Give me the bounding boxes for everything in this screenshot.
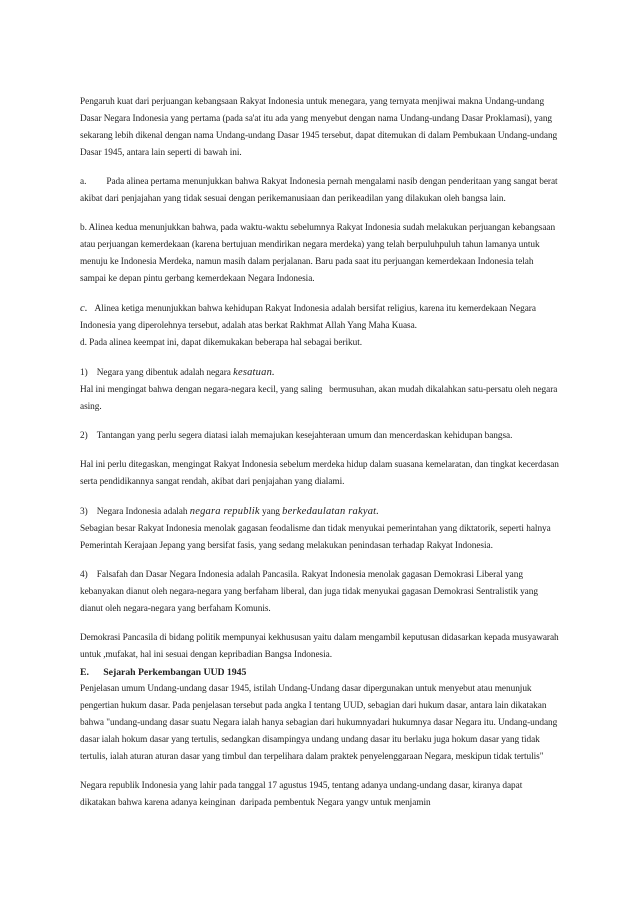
item-3-emphasis-republik: negara republik [189, 506, 260, 517]
item-3-heading [80, 503, 560, 521]
closing-paragraph: Negara republik Indonesia yang lahir pada tanggal 17 agustus 1945, tentang adanya undang-undang dasar, kiranya dapat dikatakan bahwa karena adanya keinginan daripada pembentuk Negara yangv untuk menjamin [80, 781, 523, 808]
document-page [80, 94, 560, 812]
item-3-text: Sebagian besar Rakyat Indonesia menolak gagasan feodalisme dan tidak menyukai pemerintahan yang diktatorik, seperti halnya Pemerintah Kerajaan Jepang yang bersifat fasis, yang sedang melakukan penindasan terhadap Rakyat Indonesia. [80, 524, 551, 551]
intro-paragraph: Pengaruh kuat dari perjuangan kebangsaan Rakyat Indonesia untuk menegara, yang ternyata menjiwai makna Undang-undang Dasar Negara Indonesia yang pertama (pada sa'at itu ada yang menyebut dengan nama Undang-undang Dasar Proklamasi), yang sekarang lebih dikenal dengan nama Undang-undang Dasar 1945 tersebut, dapat ditemukan di dalam Pembukaan Undang-undang Dasar 1945, antara lain seperti di bawah ini. [80, 97, 558, 158]
item-1-lead: 1) Negara yang dibentuk adalah negara [80, 368, 234, 378]
section-e-heading: E. Sejarah Perkembangan UUD 1945 [80, 667, 247, 678]
point-c [80, 300, 560, 335]
point-d: d. Pada alinea keempat ini, dapat dikemukakan beberapa hal sebagai berikut. [80, 338, 363, 348]
item-4-note: Demokrasi Pancasila di bidang politik mempunyai kekhususan yaitu dalam mengambil keputusan didasarkan kepada musyawarah untuk ,mufakat, hal ini sesuai dengan kepribadian Bangsa Indonesia. [80, 633, 559, 660]
item-3-lead: 3) Negara Indonesia adalah [80, 507, 190, 517]
section-e-text: Penjelasan umum Undang-undang dasar 1945, istilah Undang-Undang dasar dipergunakan untuk menyebut atau menunjuk pengertian hukum dasar. Pada penjelasan tersebut pada angka I tentang UUD, sebagian dari hukum dasar, antara lain dikatakan bahwa "undang-undang dasar suatu Negara ialah hanya sebagian dari hukumnyadari hukumnya dasar Negara itu. Undang-undang dasar ialah hokum dasar yang tertulis, sedangkan disampingya undang undang dasar itu berlaku juga hokum dasar yang tidak tertulis, ialah aturan aturan dasar yang timbul dan terpelihara dalam praktek penyelenggaraan Negara, meskipun tidak tertulis" [80, 684, 558, 762]
point-a-text: Pada alinea pertama menunjukkan bahwa Rakyat Indonesia pernah mengalami nasib dengan penderitaan yang sangat berat akibat dari penjajahan yang tidak sesuai dengan perikemanusiaan dan perikeadilan yang dilakukan oleh bangsa lain. [80, 177, 558, 204]
item-1-emphasis: kesatuan. [233, 367, 275, 378]
item-3-mid: yang [259, 507, 283, 517]
item-1-heading [80, 364, 560, 382]
point-c-marker: c. [80, 303, 88, 314]
point-a [80, 174, 560, 208]
item-2-note: Hal ini perlu ditegaskan, mengingat Rakyat Indonesia sebelum merdeka hidup dalam suasana kemelaratan, dan tingkat kecerdasan serta pendidikannya sangat rendah, akibat dari penjajahan yang dialami. [80, 460, 559, 487]
point-a-marker: a. [80, 177, 87, 187]
item-1-text: Hal ini mengingat bahwa dengan negara-negara kecil, yang saling bermusuhan, akan mudah dikalahkan satu-persatu oleh negara asing. [80, 385, 558, 412]
item-2-text: 2) Tantangan yang perlu segera diatasi ialah memajukan kesejahteraan umum dan mencerdaskan kehidupan bangsa. [80, 431, 513, 441]
item-3-emphasis-rakyat: berkedaulatan rakyat. [282, 506, 380, 517]
point-b: b. Alinea kedua menunjukkan bahwa, pada waktu-waktu sebelumnya Rakyat Indonesia sudah melakukan perjuangan kebangsaan atau perjuangan kemerdekaan (karena bertujuan mendirikan negara merdeka) yang telah berpuluhpuluh tahun lamanya untuk menuju ke Indonesia Merdeka, namun masih dalam perjalanan. Baru pada saat itu perjuangan kemerdekaan Indonesia telah sampai ke depan pintu gerbang kemerdekaan Negara Indonesia. [80, 223, 556, 284]
item-4-text: 4) Falsafah dan Dasar Negara Indonesia adalah Pancasila. Rakyat Indonesia menolak gagasan Demokrasi Liberal yang kebanyakan dianut oleh negara-negara yang berfaham liberal, dan juga tidak menyukai gagasan Demokrasi Sentralistik yang dianut oleh negara-negara yang berfaham Komunis. [80, 570, 538, 614]
point-c-text: Alinea ketiga menunjukkan bahwa kehidupan Rakyat Indonesia adalah bersifat religius, karena itu kemerdekaan Negara Indonesia yang diperolehnya tersebut, adalah atas berkat Rakhmat Allah Yang Maha Kuasa. [80, 304, 536, 331]
